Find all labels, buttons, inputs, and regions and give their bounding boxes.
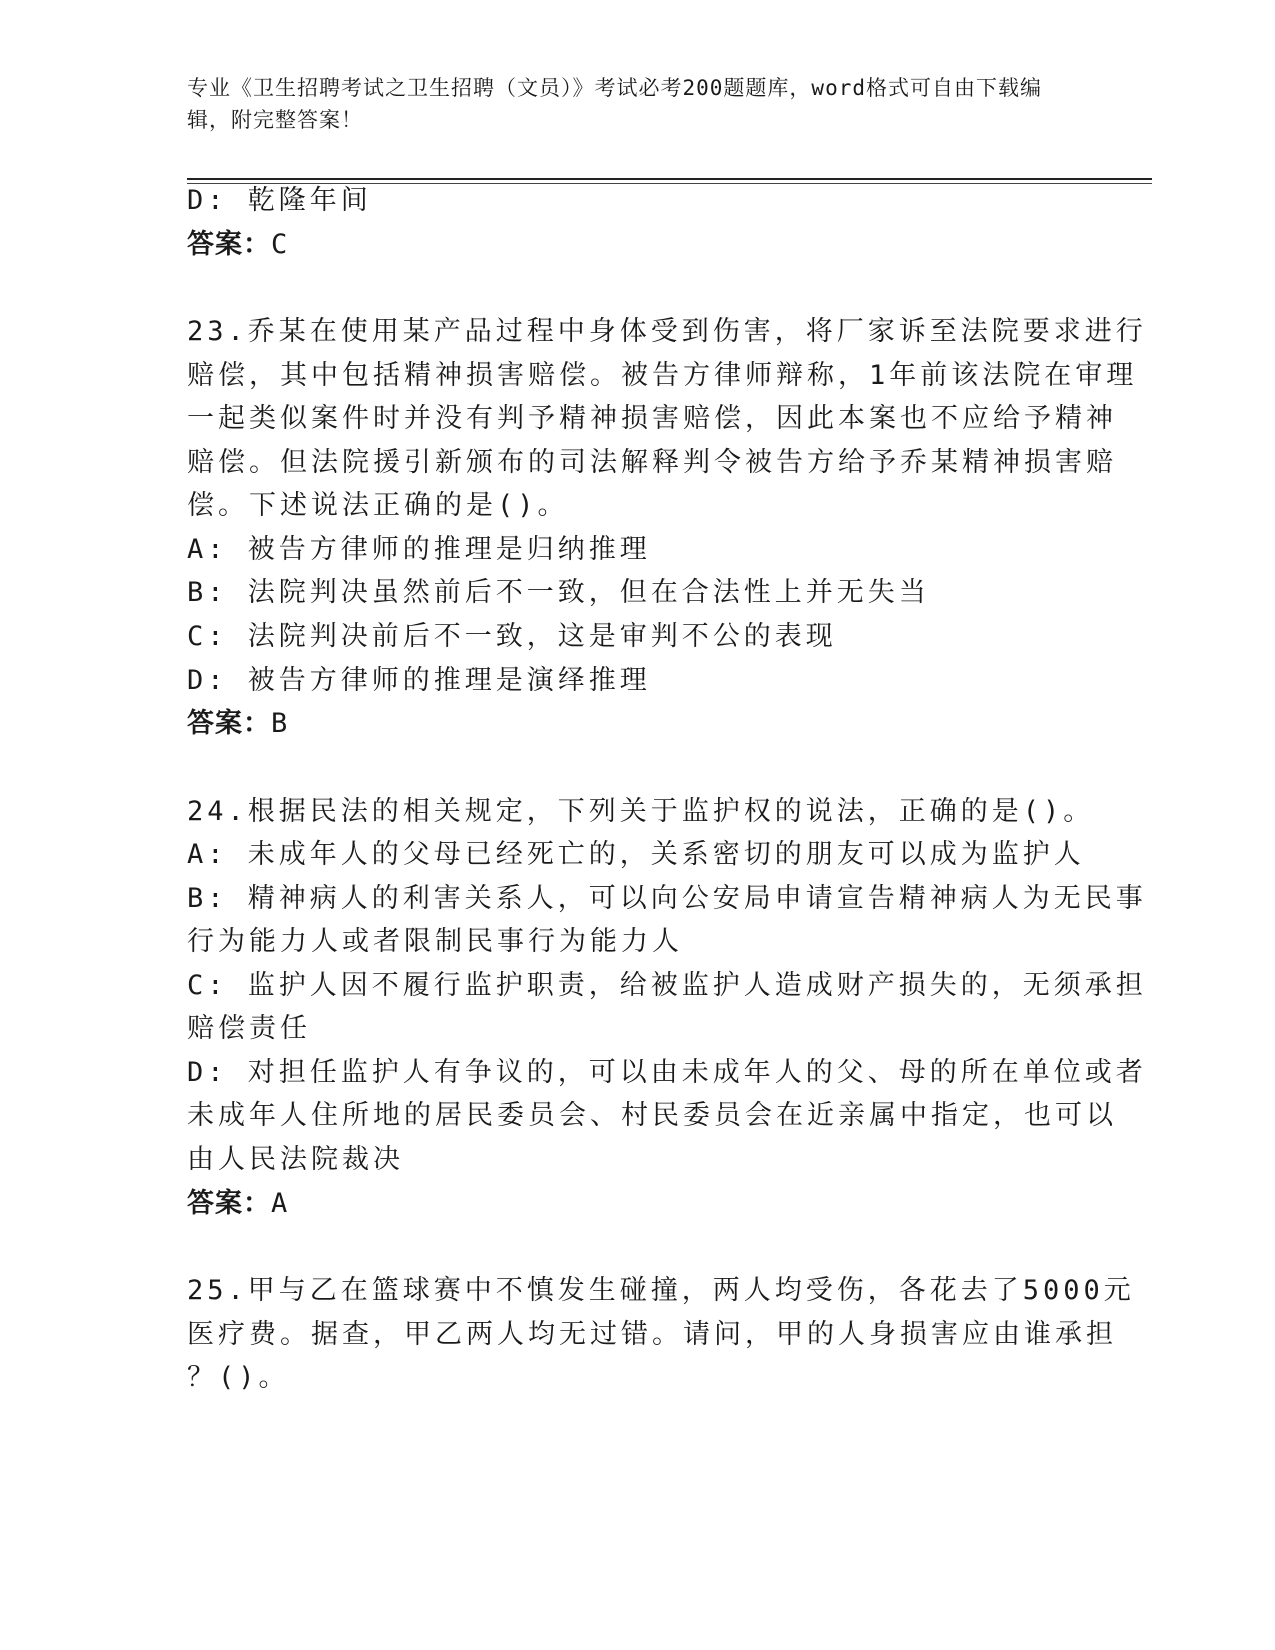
question-23-stem-line: 23.乔某在使用某产品过程中身体受到伤害，将厂家诉至法院要求进行 <box>187 316 1147 347</box>
question-23-answer <box>187 707 288 741</box>
question-23-stem-line: 偿。下述说法正确的是()。 <box>187 490 569 521</box>
question-23-stem-line: 一起类似案件时并没有判予精神损害赔偿，因此本案也不应给予精神 <box>187 403 1117 434</box>
question-24-option-c: C: 监护人因不履行监护职责，给被监护人造成财产损失的，无须承担 <box>187 970 1147 1001</box>
answer-value: A <box>271 1188 289 1219</box>
question-24-option-b: B: 精神病人的利害关系人，可以向公安局申请宣告精神病人为无民事 <box>187 883 1147 914</box>
question-24-option-c-cont: 赔偿责任 <box>187 1013 311 1044</box>
question-23-option-a: A: 被告方律师的推理是归纳推理 <box>187 534 651 565</box>
option-d: D: 乾隆年间 <box>187 185 372 216</box>
question-23-option-b: B: 法院判决虽然前后不一致，但在合法性上并无失当 <box>187 577 930 608</box>
question-23-stem-line: 赔偿。但法院援引新颁布的司法解释判令被告方给予乔某精神损害赔 <box>187 447 1117 478</box>
answer-label: 答案： <box>187 1188 271 1219</box>
question-24-option-d-cont: 未成年人住所地的居民委员会、村民委员会在近亲属中指定，也可以 <box>187 1100 1117 1131</box>
question-24-option-a: A: 未成年人的父母已经死亡的，关系密切的朋友可以成为监护人 <box>187 839 1085 870</box>
question-24-option-b-cont: 行为能力人或者限制民事行为能力人 <box>187 926 683 957</box>
answer-label: 答案： <box>187 708 271 739</box>
answer-value: B <box>271 708 289 739</box>
question-23-option-d: D: 被告方律师的推理是演绎推理 <box>187 665 651 696</box>
header-divider-thick <box>187 178 1152 180</box>
answer-label: 答案： <box>187 229 271 260</box>
question-24-option-d-cont: 由人民法院裁决 <box>187 1144 404 1175</box>
question-24-option-d: D: 对担任监护人有争议的，可以由未成年人的父、母的所在单位或者 <box>187 1057 1147 1088</box>
question-25-stem-line: ？()。 <box>187 1362 290 1393</box>
answer-line <box>187 228 288 262</box>
question-25-stem-line: 25.甲与乙在篮球赛中不慎发生碰撞，两人均受伤，各花去了5000元 <box>187 1275 1135 1306</box>
question-24-stem-line: 24.根据民法的相关规定，下列关于监护权的说法，正确的是()。 <box>187 796 1095 827</box>
question-25-stem-line: 医疗费。据查，甲乙两人均无过错。请问，甲的人身损害应由谁承担 <box>187 1319 1117 1350</box>
question-23-option-c: C: 法院判决前后不一致，这是审判不公的表现 <box>187 621 837 652</box>
question-23-stem-line: 赔偿，其中包括精神损害赔偿。被告方律师辩称，1年前该法院在审理 <box>187 360 1138 391</box>
answer-value: C <box>271 229 289 260</box>
page-header: 专业《卫生招聘考试之卫生招聘（文员）》考试必考200题题库，word格式可自由下载编辑，附完整答案！ <box>187 76 1042 132</box>
question-24-answer <box>187 1187 288 1221</box>
